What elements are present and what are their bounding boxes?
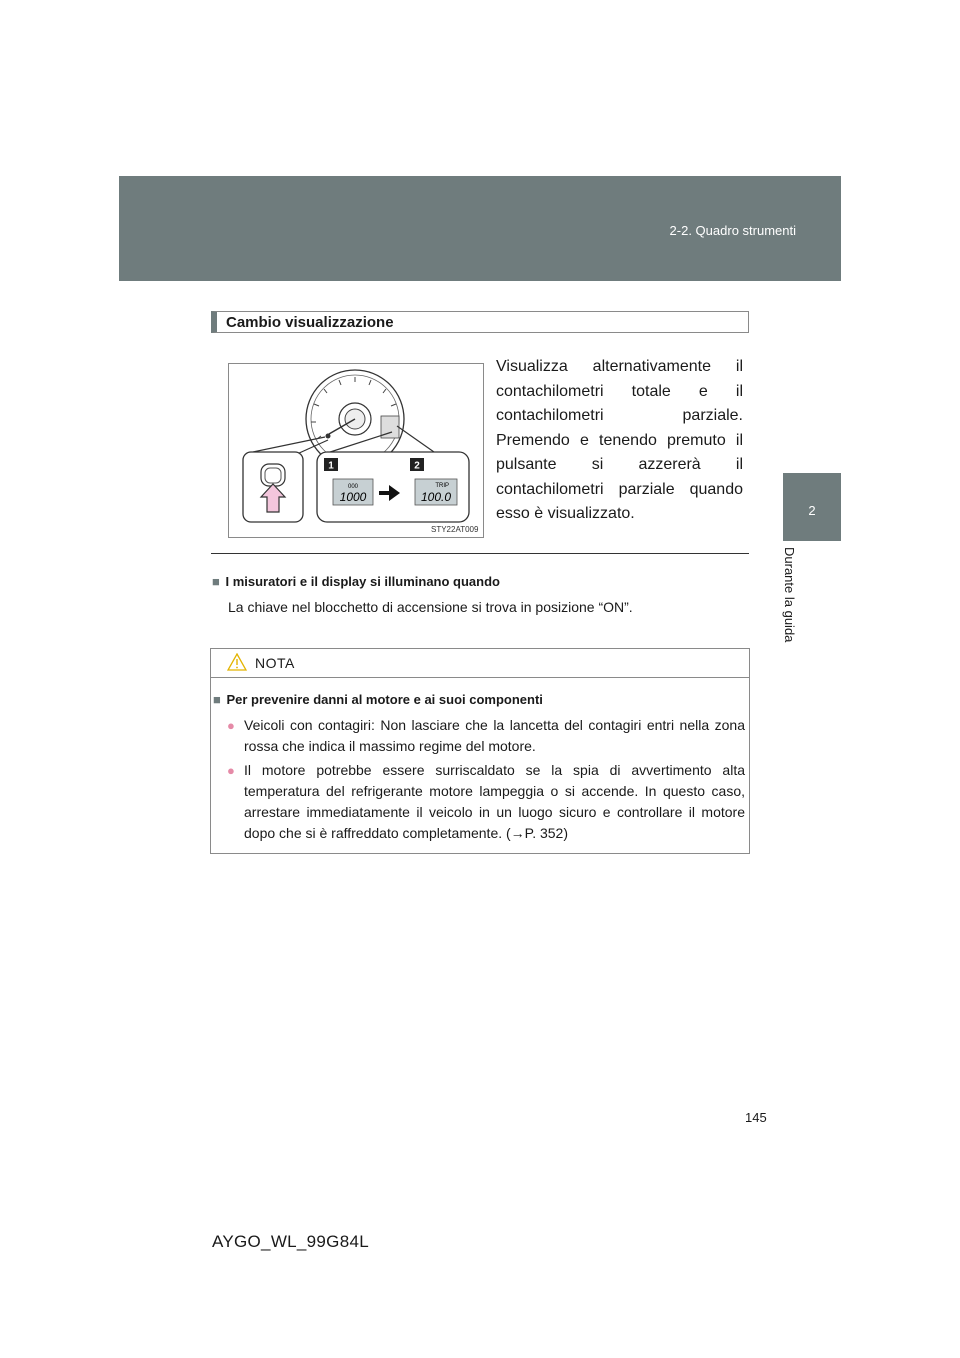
chapter-label [783, 547, 809, 667]
note-header [211, 649, 749, 678]
document-code: AYGO_WL_99G84L [212, 1232, 369, 1251]
section-header: 2-2. Quadro strumenti [669, 223, 796, 238]
svg-text:100.0: 100.0 [420, 490, 452, 504]
figure-code: STY22AT009 [431, 525, 479, 534]
svg-text:1000: 1000 [339, 490, 367, 504]
label-2: 2 [414, 460, 420, 472]
reset-knob [326, 434, 331, 439]
bullet-dot-icon: ● [227, 763, 235, 778]
note-heading [211, 692, 543, 707]
square-bullet-icon: ■ [213, 692, 221, 707]
warning-icon [227, 653, 247, 671]
instrument-illustration [229, 364, 483, 537]
info-heading [212, 574, 500, 589]
page-number: 145 [745, 1110, 767, 1125]
note-item-text: Veicoli con contagiri: Non lasciare che la lancetta del contagiri entri nella zona rossa che indica il massimo regime del motore. [244, 717, 745, 754]
note-item [227, 760, 745, 844]
divider [211, 553, 749, 554]
note-item-text: Il motore potrebbe essere surriscaldato se la spia di avvertimento alta temperatura del refrigerante motore lampeggia o si accende. In questo caso, arrestare immediatamente il veicolo in un luogo sicuro e controllare il motore dopo che si è raffreddato completamente. (→P. 352) [244, 762, 745, 841]
chapter-tab [783, 473, 841, 541]
chapter-number: 2 [808, 503, 816, 518]
intro-text: Visualizza alternativamente il contachilometri totale e il contachilometri parziale. Premendo e tenendo premuto il pulsante si azzererà il contachilometri parziale quando esso è visualizzato. [496, 358, 743, 522]
label-1: 1 [328, 460, 334, 472]
bullet-dot-icon: ● [227, 718, 235, 733]
svg-text:TRIP: TRIP [435, 483, 449, 489]
section-title [211, 311, 749, 333]
info-heading-text: I misuratori e il display si illuminano quando [225, 574, 500, 589]
header-band [119, 176, 841, 281]
svg-text:000: 000 [347, 484, 359, 490]
note-item [227, 715, 745, 757]
note-heading-text: Per prevenire danni al motore e ai suoi componenti [226, 692, 543, 707]
section-title-text: Cambio visualizzazione [226, 314, 394, 331]
odometer-figure [228, 363, 484, 538]
note-label: NOTA [255, 655, 295, 671]
chapter-label-text: Durante la guida [782, 547, 797, 643]
square-bullet-icon: ■ [212, 574, 220, 589]
note-box [210, 648, 750, 854]
info-body: La chiave nel blocchetto di accensione si trova in posizione “ON”. [228, 599, 633, 615]
